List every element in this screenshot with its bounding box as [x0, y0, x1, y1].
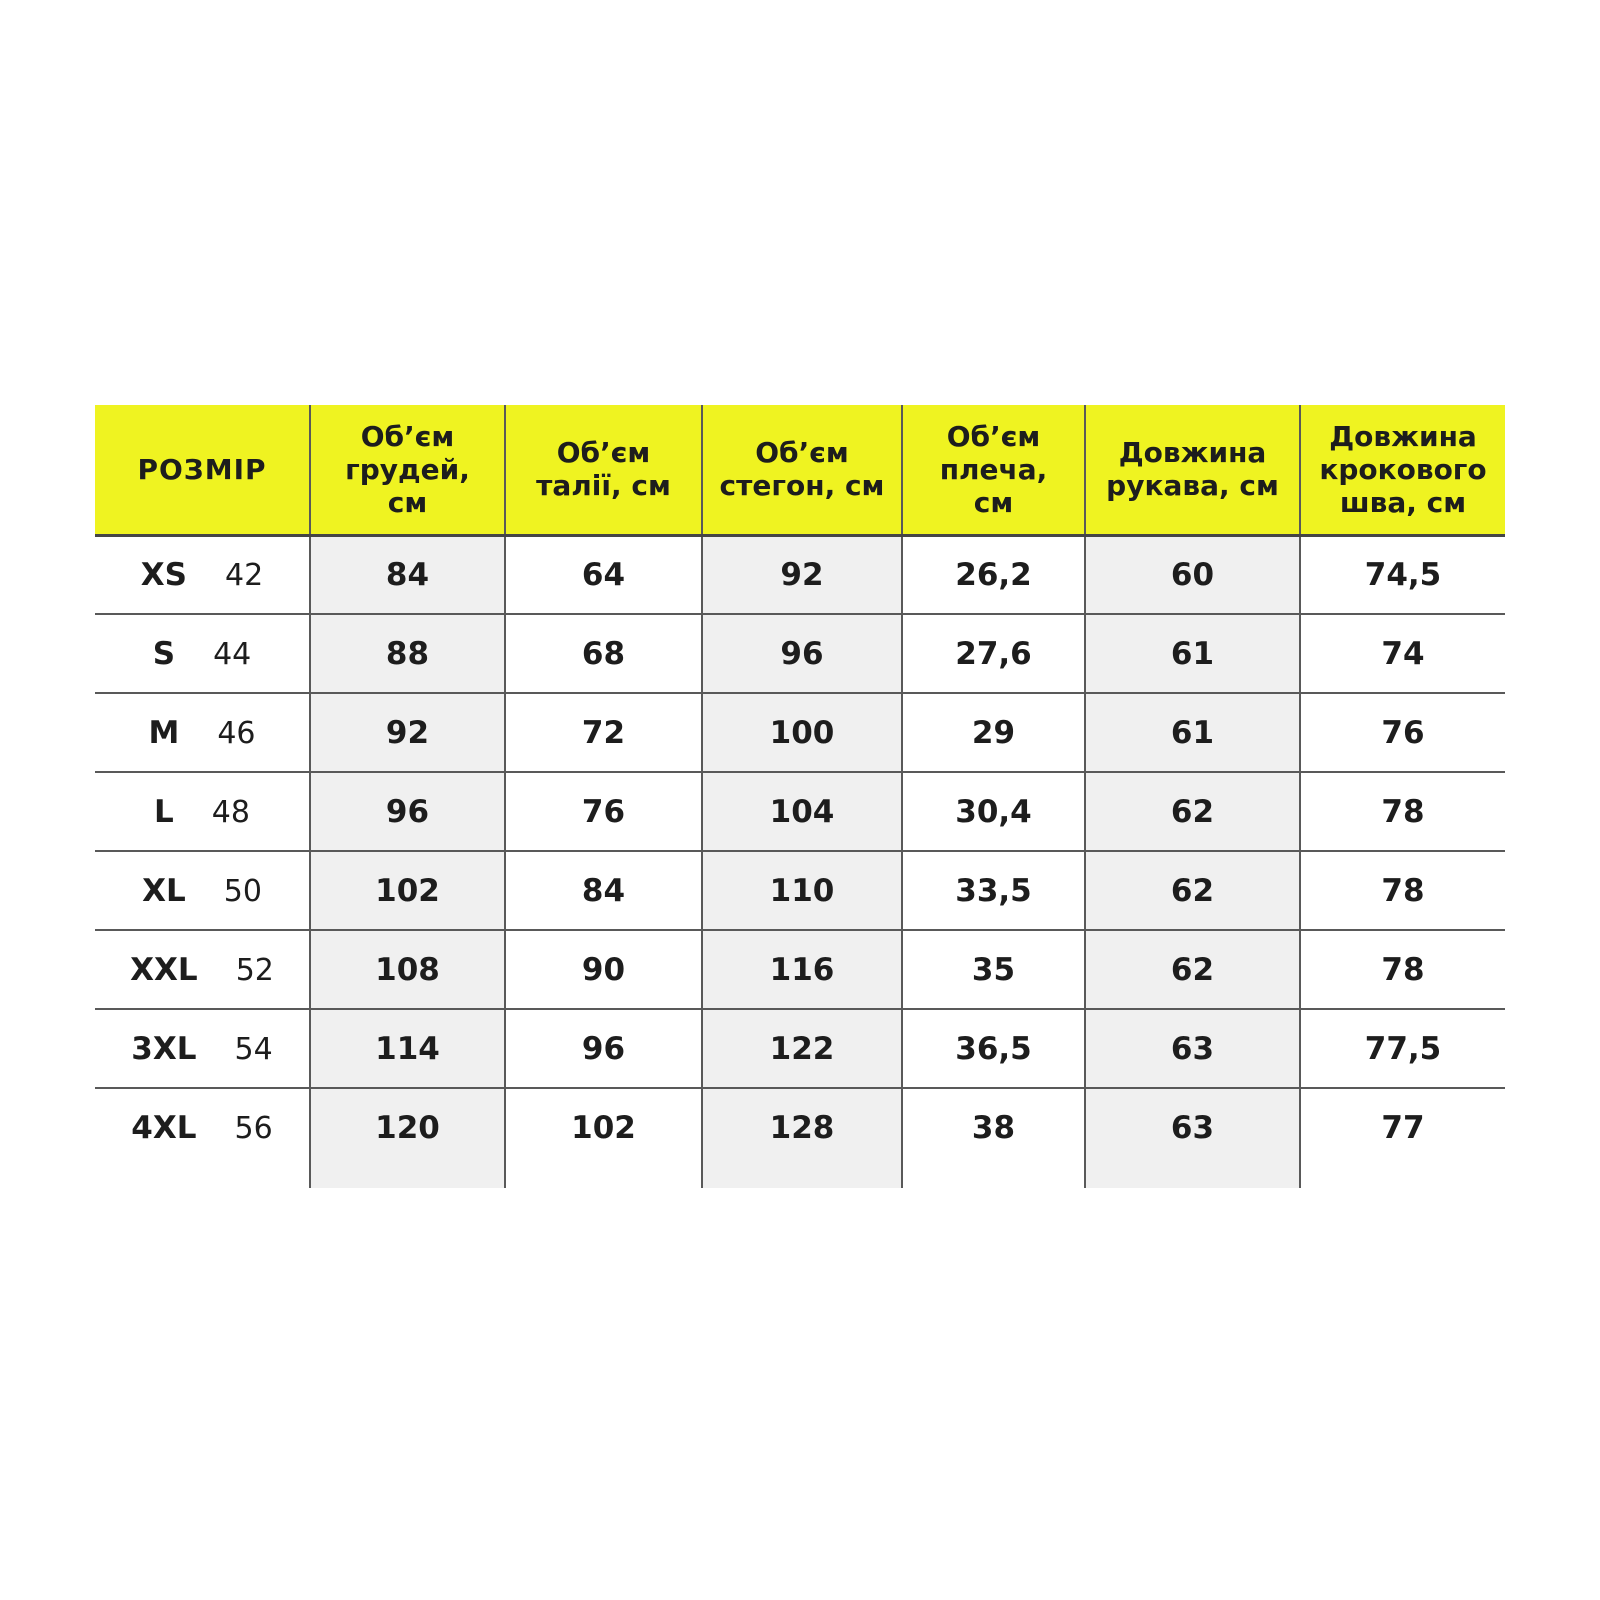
size-cell — [95, 614, 310, 693]
value-cell: 68 — [505, 614, 702, 693]
value-cell: 38 — [902, 1088, 1085, 1167]
value-cell: 84 — [310, 535, 505, 614]
value-cell: 116 — [702, 930, 902, 1009]
value-cell: 29 — [902, 693, 1085, 772]
value-cell: 90 — [505, 930, 702, 1009]
size-label: 3XL — [131, 1030, 197, 1067]
header-cell-waist: Об’єм талії, см — [505, 405, 702, 535]
size-label: 4XL — [131, 1110, 197, 1146]
value-cell: 108 — [310, 930, 505, 1009]
value-cell: 78 — [1300, 851, 1505, 930]
table-row — [95, 930, 1505, 1009]
table-row — [95, 1009, 1505, 1088]
size-label: XXL — [130, 951, 198, 988]
size-label: M — [148, 714, 180, 751]
size-label: L — [154, 793, 174, 830]
size-cell — [95, 1088, 310, 1167]
value-cell: 27,6 — [902, 614, 1085, 693]
value-cell: 122 — [702, 1009, 902, 1088]
size-cell — [95, 851, 310, 930]
value-cell: 120 — [310, 1088, 505, 1167]
header-cell-hips: Об’єм стегон, см — [702, 405, 902, 535]
value-cell: 102 — [505, 1088, 702, 1167]
size-label: XL — [142, 872, 186, 909]
table-row — [95, 693, 1505, 772]
value-cell: 114 — [310, 1009, 505, 1088]
value-cell: 88 — [310, 614, 505, 693]
value-cell: 110 — [702, 851, 902, 930]
value-cell: 77,5 — [1300, 1009, 1505, 1088]
size-number: 56 — [234, 1111, 273, 1146]
spacer-cell — [310, 1167, 505, 1188]
size-label: S — [152, 635, 176, 672]
size-cell — [95, 930, 310, 1009]
header-cell-sleeve-length: Довжина рукава, см — [1085, 405, 1300, 535]
value-cell: 63 — [1085, 1088, 1300, 1167]
value-cell: 63 — [1085, 1009, 1300, 1088]
value-cell: 84 — [505, 851, 702, 930]
value-cell: 96 — [505, 1009, 702, 1088]
size-label: XS — [140, 556, 188, 593]
value-cell: 61 — [1085, 614, 1300, 693]
value-cell: 76 — [505, 772, 702, 851]
table-row — [95, 614, 1505, 693]
value-cell: 64 — [505, 535, 702, 614]
spacer-cell — [702, 1167, 902, 1188]
value-cell: 96 — [310, 772, 505, 851]
shaded-extension-row — [95, 1167, 1505, 1188]
header-cell-size: РОЗМІР — [95, 405, 310, 535]
table-row — [95, 772, 1505, 851]
value-cell: 61 — [1085, 693, 1300, 772]
value-cell: 104 — [702, 772, 902, 851]
value-cell: 60 — [1085, 535, 1300, 614]
size-cell — [95, 535, 310, 614]
size-number: 48 — [211, 794, 250, 830]
size-table — [95, 405, 1505, 1188]
size-number: 54 — [234, 1031, 273, 1067]
size-number: 42 — [225, 557, 264, 593]
spacer-cell — [1085, 1167, 1300, 1188]
value-cell: 78 — [1300, 930, 1505, 1009]
value-cell: 62 — [1085, 772, 1300, 851]
value-cell: 78 — [1300, 772, 1505, 851]
table-row — [95, 535, 1505, 614]
table-row — [95, 1088, 1505, 1167]
value-cell: 77 — [1300, 1088, 1505, 1167]
spacer-cell — [505, 1167, 702, 1188]
size-number: 52 — [235, 952, 274, 988]
header-row — [95, 405, 1505, 535]
header-cell-chest: Об’єм грудей, см — [310, 405, 505, 535]
spacer-cell — [902, 1167, 1085, 1188]
value-cell: 62 — [1085, 851, 1300, 930]
spacer-cell — [95, 1167, 310, 1188]
value-cell: 76 — [1300, 693, 1505, 772]
value-cell: 30,4 — [902, 772, 1085, 851]
header-cell-shoulder: Об’єм плеча, см — [902, 405, 1085, 535]
value-cell: 74,5 — [1300, 535, 1505, 614]
header-cell-inseam-length: Довжина крокового шва, см — [1300, 405, 1505, 535]
size-number: 44 — [213, 636, 252, 672]
value-cell: 100 — [702, 693, 902, 772]
size-cell — [95, 1009, 310, 1088]
value-cell: 128 — [702, 1088, 902, 1167]
size-cell — [95, 772, 310, 851]
value-cell: 96 — [702, 614, 902, 693]
value-cell: 35 — [902, 930, 1085, 1009]
value-cell: 33,5 — [902, 851, 1085, 930]
value-cell: 72 — [505, 693, 702, 772]
spacer-cell — [1300, 1167, 1505, 1188]
value-cell: 92 — [702, 535, 902, 614]
size-number: 50 — [223, 873, 262, 909]
value-cell: 102 — [310, 851, 505, 930]
value-cell: 62 — [1085, 930, 1300, 1009]
value-cell: 74 — [1300, 614, 1505, 693]
table-row — [95, 851, 1505, 930]
size-number: 46 — [217, 715, 256, 751]
value-cell: 26,2 — [902, 535, 1085, 614]
value-cell: 36,5 — [902, 1009, 1085, 1088]
size-cell — [95, 693, 310, 772]
value-cell: 92 — [310, 693, 505, 772]
